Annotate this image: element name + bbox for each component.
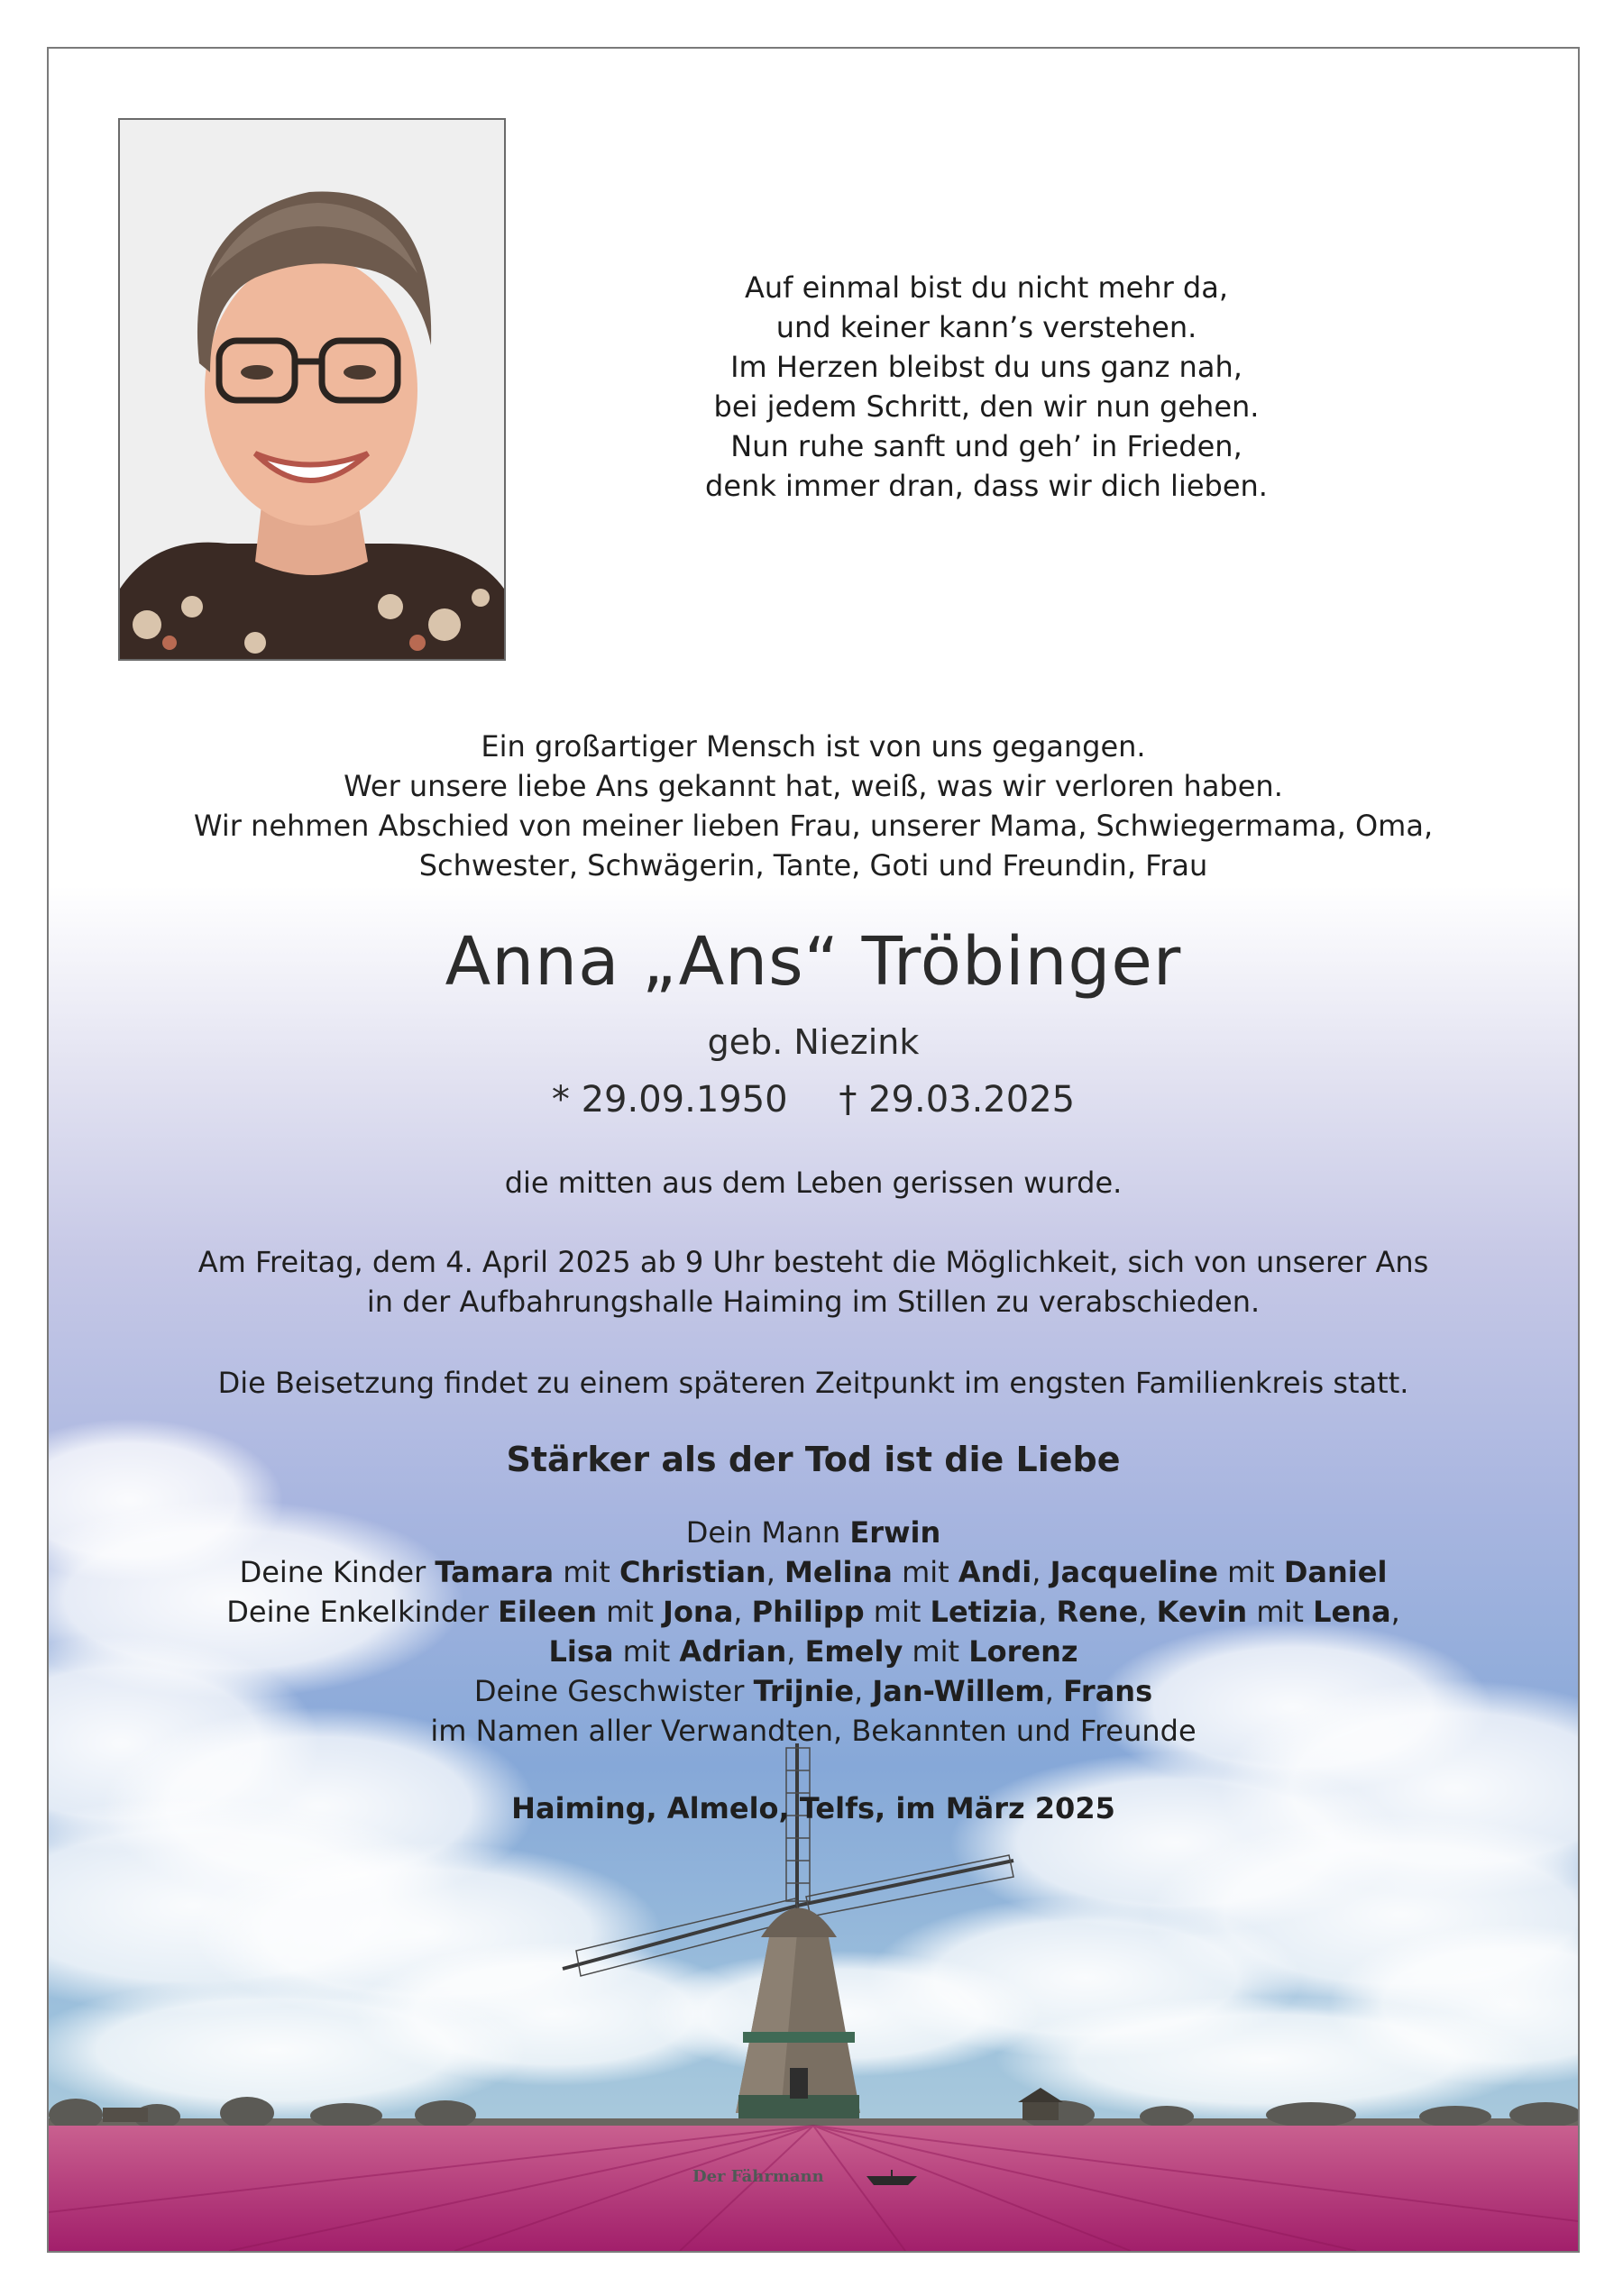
label: Deine Enkelkinder bbox=[226, 1595, 499, 1629]
poem-line: bei jedem Schritt, den wir nun gehen. bbox=[713, 389, 1260, 424]
intro-line: Ein großartiger Mensch ist von uns gegangen. bbox=[481, 729, 1146, 764]
separator: , bbox=[1044, 1674, 1064, 1708]
connector: mit bbox=[554, 1555, 619, 1589]
connector: mit bbox=[1247, 1595, 1314, 1629]
paragraph-viewing bbox=[49, 1242, 1578, 1322]
partner-name: Daniel bbox=[1283, 1555, 1388, 1589]
grandchild-name: Emely bbox=[804, 1634, 903, 1669]
viewing-line: in der Aufbahrungshalle Haiming im Stillen zu verabschieden. bbox=[366, 1285, 1261, 1319]
life-dates bbox=[49, 1076, 1578, 1123]
separator: , bbox=[1390, 1595, 1400, 1629]
poem-line: denk immer dran, dass wir dich lieben. bbox=[705, 469, 1268, 503]
family-line-grandchildren-cont bbox=[49, 1632, 1578, 1671]
label: Deine Geschwister bbox=[473, 1674, 754, 1708]
partner-name: Jona bbox=[663, 1595, 734, 1629]
separator: , bbox=[766, 1555, 785, 1589]
portrait-photo bbox=[118, 118, 506, 661]
partner-name: Adrian bbox=[679, 1634, 787, 1669]
partner-name: Christian bbox=[619, 1555, 766, 1589]
connector: mit bbox=[597, 1595, 664, 1629]
sibling-name: Frans bbox=[1063, 1674, 1153, 1708]
label: Deine Kinder bbox=[239, 1555, 436, 1589]
poem-line: Auf einmal bist du nicht mehr da, bbox=[745, 270, 1228, 305]
sibling-name: Trijnie bbox=[753, 1674, 855, 1708]
family-line-closing: im Namen aller Verwandten, Bekannten und Freunde bbox=[430, 1714, 1197, 1748]
grandchild-name: Rene bbox=[1056, 1595, 1139, 1629]
birth-date: * 29.09.1950 bbox=[551, 1079, 788, 1121]
tulip-field bbox=[49, 2126, 1578, 2251]
motto: Stärker als der Tod ist die Liebe bbox=[506, 1440, 1121, 1479]
partner-name: Lorenz bbox=[968, 1634, 1078, 1669]
death-date: † 29.03.2025 bbox=[839, 1079, 1076, 1121]
grandchild-name: Philipp bbox=[751, 1595, 865, 1629]
intro-line: Wer unsere liebe Ans gekannt hat, weiß, was wir verloren haben. bbox=[344, 769, 1283, 803]
family-line-children bbox=[49, 1552, 1578, 1592]
separator: , bbox=[1138, 1595, 1157, 1629]
place-and-date: Haiming, Almelo, Telfs, im März 2025 bbox=[511, 1791, 1115, 1825]
deceased-name: Anna „Ans“ Tröbinger bbox=[445, 923, 1182, 1001]
husband-name: Erwin bbox=[849, 1515, 941, 1550]
grandchild-name: Kevin bbox=[1156, 1595, 1248, 1629]
poem-line: und keiner kann’s verstehen. bbox=[775, 310, 1197, 344]
separator: , bbox=[733, 1595, 752, 1629]
separator: , bbox=[854, 1674, 873, 1708]
connector: mit bbox=[613, 1634, 680, 1669]
paragraph-burial: Die Beisetzung findet zu einem späteren Zeitpunkt im engsten Familienkreis statt. bbox=[217, 1366, 1409, 1400]
poem bbox=[626, 268, 1347, 506]
family-line-siblings bbox=[49, 1671, 1578, 1711]
viewing-line: Am Freitag, dem 4. April 2025 ab 9 Uhr besteht die Möglichkeit, sich von unserer Ans bbox=[197, 1245, 1429, 1279]
family-line-husband bbox=[49, 1513, 1578, 1552]
separator: , bbox=[1032, 1555, 1050, 1589]
poem-line: Nun ruhe sanft und geh’ in Frieden, bbox=[730, 429, 1242, 463]
obituary-card bbox=[47, 47, 1580, 2253]
separator: , bbox=[1038, 1595, 1057, 1629]
sibling-name: Jan-Willem bbox=[872, 1674, 1045, 1708]
label: Dein Mann bbox=[685, 1515, 850, 1550]
poem-line: Im Herzen bleibst du uns ganz nah, bbox=[730, 350, 1242, 384]
funeral-home-logo: Der Fährmann bbox=[692, 2167, 824, 2186]
intro-line: Schwester, Schwägerin, Tante, Goti und Freundin, Frau bbox=[418, 848, 1208, 883]
connector: mit bbox=[892, 1555, 958, 1589]
separator: , bbox=[786, 1634, 805, 1669]
connector: mit bbox=[864, 1595, 931, 1629]
partner-name: Letizia bbox=[930, 1595, 1039, 1629]
birth-name: geb. Niezink bbox=[707, 1022, 920, 1062]
intro-line: Wir nehmen Abschied von meiner lieben Frau, unserer Mama, Schwiegermama, Oma, bbox=[193, 809, 1434, 843]
partner-name: Lena bbox=[1313, 1595, 1391, 1629]
connector: mit bbox=[1217, 1555, 1284, 1589]
child-name: Melina bbox=[784, 1555, 893, 1589]
child-name: Jacqueline bbox=[1050, 1555, 1218, 1589]
intro-text bbox=[49, 727, 1578, 885]
family-line-grandchildren bbox=[49, 1592, 1578, 1632]
partner-name: Andi bbox=[958, 1555, 1032, 1589]
family-list bbox=[49, 1513, 1578, 1751]
portrait-image bbox=[120, 120, 504, 659]
child-name: Tamara bbox=[435, 1555, 555, 1589]
grandchild-name: Lisa bbox=[548, 1634, 614, 1669]
boat-icon bbox=[865, 2169, 919, 2189]
paragraph-circumstance: die mitten aus dem Leben gerissen wurde. bbox=[504, 1166, 1123, 1200]
connector: mit bbox=[903, 1634, 969, 1669]
grandchild-name: Eileen bbox=[498, 1595, 598, 1629]
